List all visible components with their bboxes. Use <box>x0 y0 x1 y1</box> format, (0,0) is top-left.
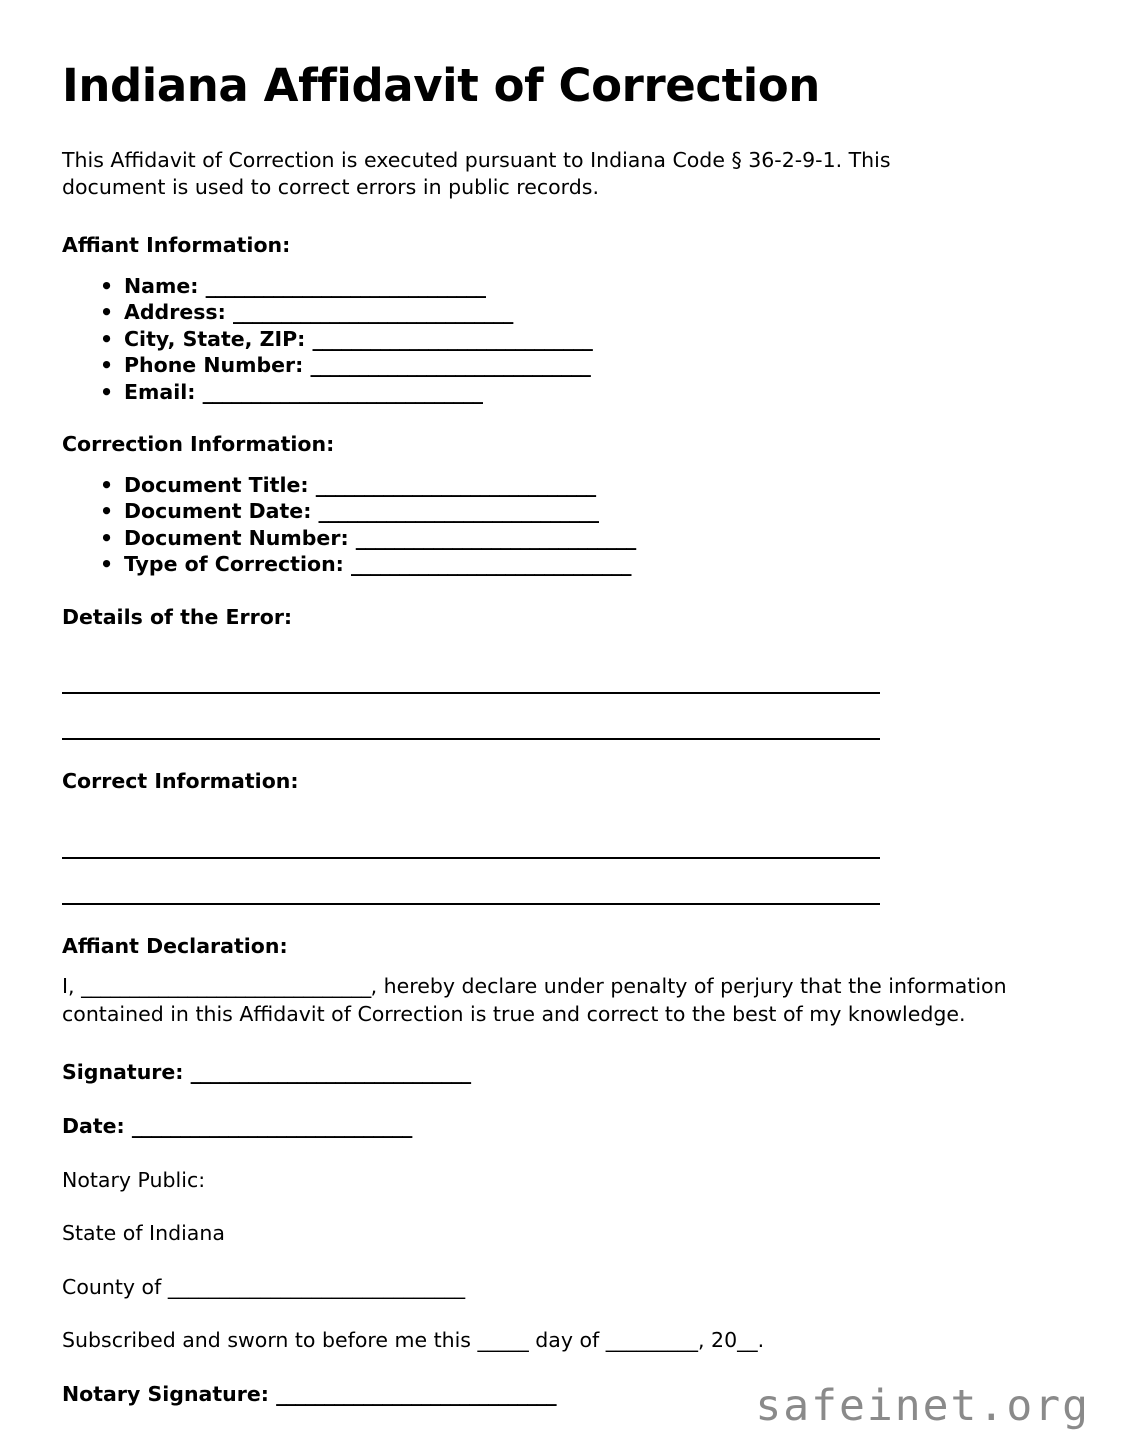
declaration-text-before: I, <box>62 974 82 999</box>
correction-information-heading: Correction Information: <box>62 432 335 457</box>
list-item <box>100 472 1062 498</box>
list-item <box>100 326 1062 352</box>
field-label-email: Email: <box>124 379 196 404</box>
spacer <box>62 694 1062 738</box>
correct-information-heading: Correct Information: <box>62 769 299 794</box>
field-label-phone-number: Phone Number: <box>124 353 304 378</box>
spacer <box>62 859 1062 903</box>
field-blank-phone-number[interactable]: _____________________________ <box>310 353 591 378</box>
affiant-information-heading: Affiant Information: <box>62 233 291 258</box>
field-blank-document-title[interactable]: _____________________________ <box>315 472 596 497</box>
field-blank-document-date[interactable]: _____________________________ <box>318 499 599 524</box>
bullet-icon: • <box>100 353 114 378</box>
list-item <box>100 498 1062 524</box>
list-item <box>100 525 1062 551</box>
notary-signature-label: Notary Signature: <box>62 1382 269 1407</box>
intro-paragraph: This Affidavit of Correction is executed pursuant to Indiana Code § 36-2-9-1. This document is used to correct errors in public records. <box>62 147 891 200</box>
spacer <box>62 644 1062 692</box>
field-label-document-title: Document Title: <box>124 472 309 497</box>
list-item <box>100 299 1062 325</box>
bullet-icon: • <box>100 300 114 325</box>
affiant-information-list <box>62 273 1062 405</box>
date-line <box>62 1113 1062 1140</box>
bullet-icon: • <box>100 499 114 524</box>
bullet-icon: • <box>100 552 114 577</box>
bullet-icon: • <box>100 273 114 298</box>
county-label: County of <box>62 1274 168 1299</box>
correction-information-list <box>62 472 1062 578</box>
page-title: Indiana Affidavit of Correction <box>62 59 820 112</box>
details-of-error-rule-2[interactable] <box>62 738 880 740</box>
notary-public-line: Notary Public: <box>62 1167 206 1192</box>
sworn-statement-line: Subscribed and sworn to before me this _____ day of _________, 20__. <box>62 1328 765 1353</box>
field-blank-type-of-correction[interactable]: _____________________________ <box>351 552 631 577</box>
field-label-document-number: Document Number: <box>124 525 349 550</box>
field-blank-name[interactable]: _____________________________ <box>205 273 486 298</box>
notary-signature-blank[interactable]: _____________________________ <box>276 1382 556 1407</box>
bullet-icon: • <box>100 326 114 351</box>
field-label-document-date: Document Date: <box>124 499 312 524</box>
field-label-city-state-zip: City, State, ZIP: <box>124 326 306 351</box>
signature-line <box>62 1059 1062 1086</box>
field-blank-city-state-zip[interactable]: _____________________________ <box>312 326 593 351</box>
field-blank-document-number[interactable]: _____________________________ <box>355 525 636 550</box>
county-blank[interactable]: _____________________________ <box>167 1274 466 1299</box>
bullet-icon: • <box>100 472 114 497</box>
bullet-icon: • <box>100 525 114 550</box>
list-item <box>100 551 1062 577</box>
watermark: safeinet.org <box>755 1381 1090 1431</box>
details-of-error-write-area <box>62 644 1062 740</box>
state-of-indiana-line: State of Indiana <box>62 1221 225 1246</box>
field-blank-address[interactable]: _____________________________ <box>232 300 513 325</box>
signature-blank[interactable]: _____________________________ <box>190 1060 471 1085</box>
declaration-name-blank[interactable]: ______________________________ <box>81 974 371 999</box>
correct-information-rule-2[interactable] <box>62 903 880 905</box>
field-label-address: Address: <box>124 300 226 325</box>
county-line <box>62 1274 1062 1301</box>
field-label-type-of-correction: Type of Correction: <box>124 552 344 577</box>
date-label: Date: <box>62 1113 125 1138</box>
list-item <box>100 379 1062 405</box>
affiant-declaration-heading: Affiant Declaration: <box>62 933 288 958</box>
field-label-name: Name: <box>124 273 199 298</box>
correct-information-write-area <box>62 809 1062 905</box>
bullet-icon: • <box>100 379 114 404</box>
list-item <box>100 273 1062 299</box>
list-item <box>100 352 1062 378</box>
affiant-declaration-paragraph <box>62 973 1037 1029</box>
details-of-error-heading: Details of the Error: <box>62 604 293 629</box>
date-blank[interactable]: _____________________________ <box>131 1113 412 1138</box>
field-blank-email[interactable]: _____________________________ <box>202 379 483 404</box>
spacer <box>62 809 1062 857</box>
signature-label: Signature: <box>62 1060 184 1085</box>
declaration-text-after: , hereby declare under penalty of perjury that the information contained in this Affidavit of Correction is true and correct to the best of my knowledge. <box>62 974 1007 1027</box>
